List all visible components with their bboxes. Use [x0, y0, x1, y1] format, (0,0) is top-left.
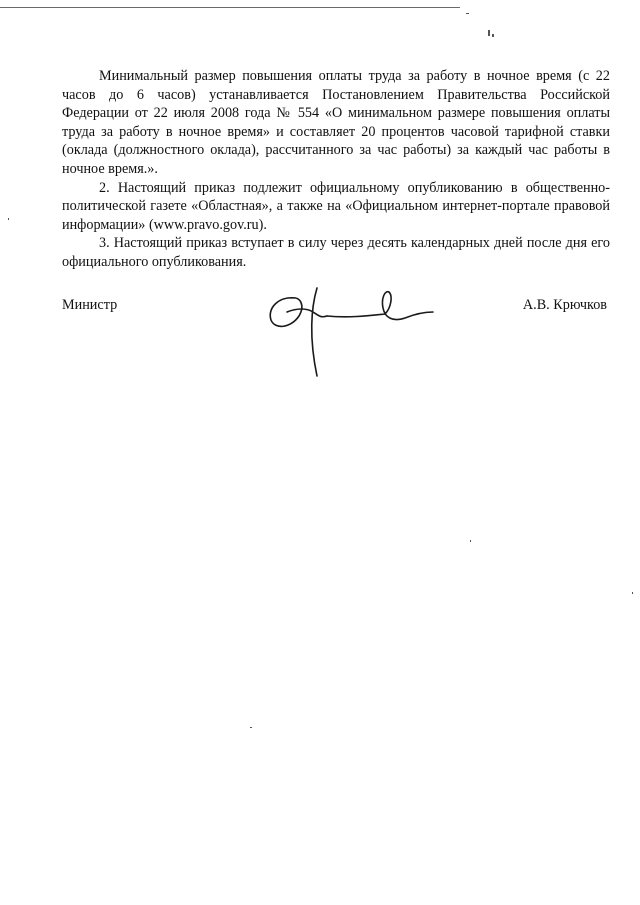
paragraph-night-pay: Минимальный размер повышения оплаты труда за работу в ночное время (с 22 часов до 6 часов) устанавливается Постановлением Правительства Российской Федерации от 22 июля 2008 года № 554 «О минимальном размере повышения оплаты труда за работу в ночное время» и составляет 20 процентов часовой тарифной ставки (оклада (должностного оклада), рассчитанного за час работы) за каждый час работы в ночное время.». [62, 68, 610, 177]
signature-block [62, 296, 610, 386]
document-body [62, 67, 610, 272]
handwritten-signature-icon [257, 278, 447, 378]
scan-top-edge-line [0, 7, 460, 8]
signer-position: Министр [62, 297, 118, 313]
paragraph-publication: 2. Настоящий приказ подлежит официальному опубликованию в общественно-политической газете «Областная», а также на «Официальном интернет-портале правовой информации» (www.pravo.gov.ru). [62, 179, 610, 233]
paragraph-entry-into-force: 3. Настоящий приказ вступает в силу через десять календарных дней после дня его официального опубликования. [62, 235, 610, 270]
scan-speck [250, 727, 252, 728]
scan-speck [488, 30, 490, 36]
scan-speck [470, 540, 471, 542]
scan-speck [492, 34, 494, 37]
signer-name: А.В. Крючков [522, 297, 607, 313]
scan-speck [8, 218, 9, 220]
scan-speck [466, 13, 469, 14]
scan-speck [632, 592, 633, 594]
